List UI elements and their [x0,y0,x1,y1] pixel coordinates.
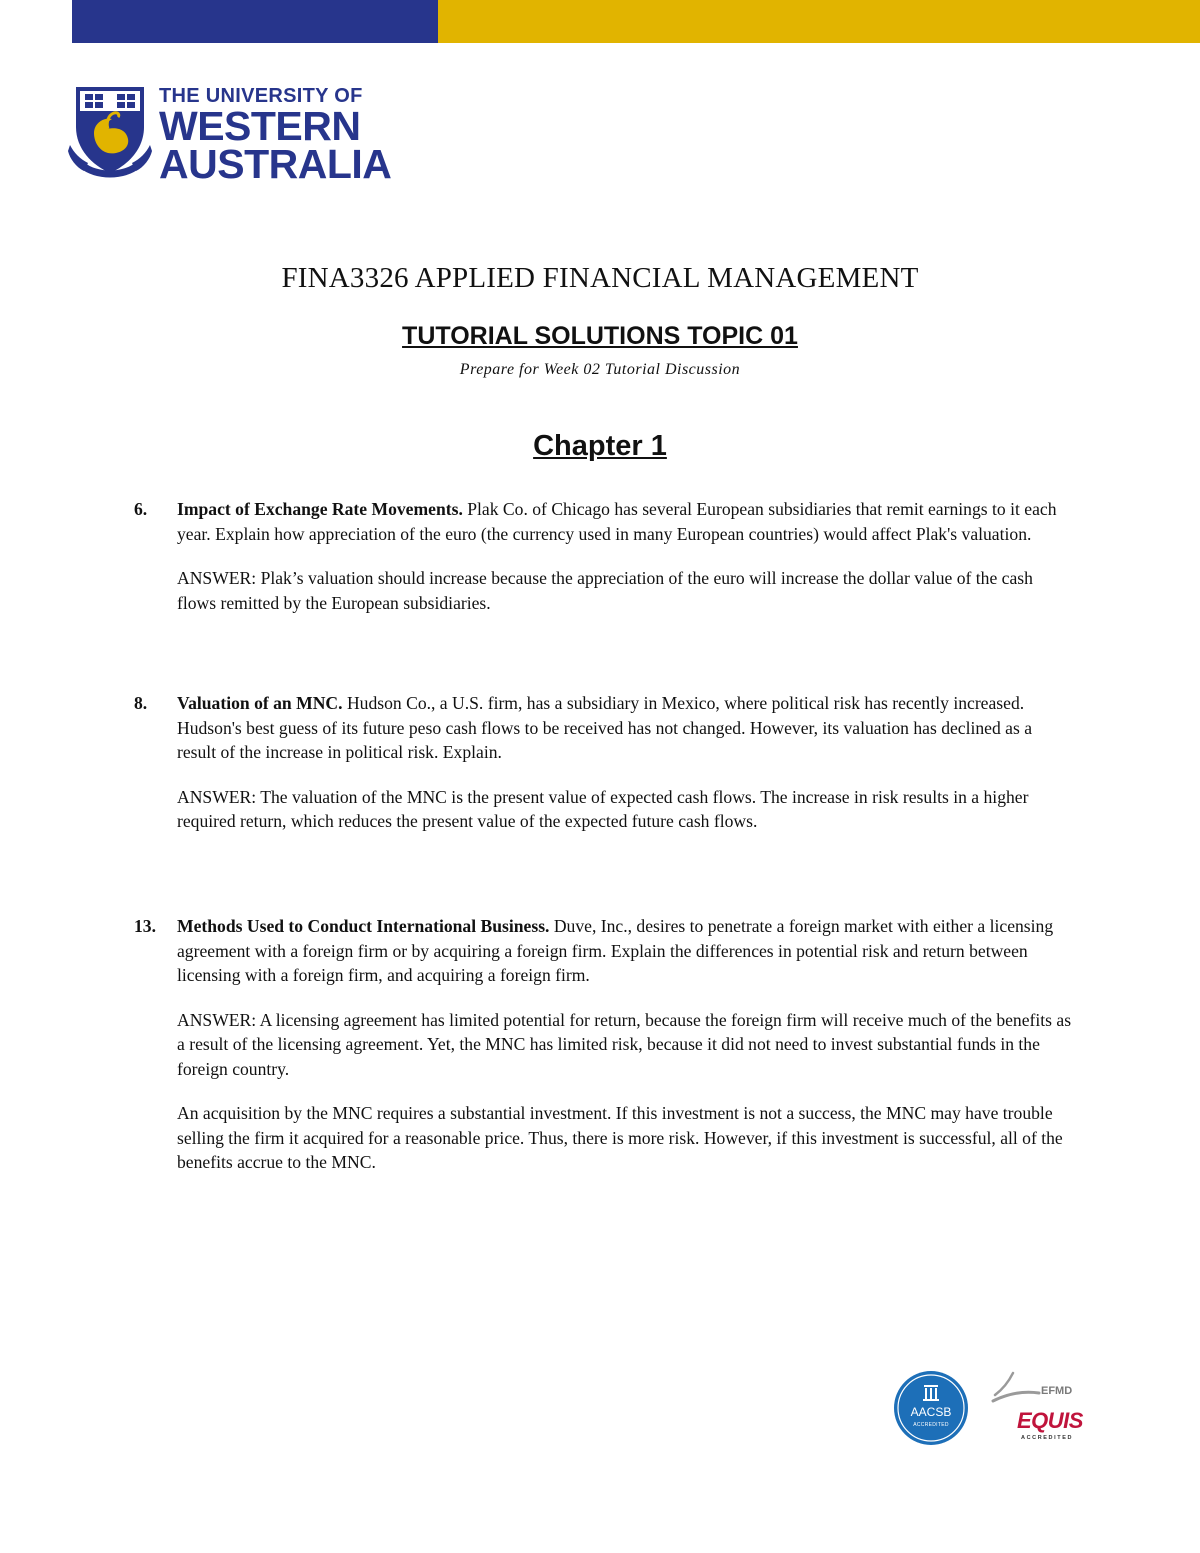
header-bar-blue [72,0,438,43]
course-title: FINA3326 APPLIED FINANCIAL MANAGEMENT [281,262,919,294]
question-heading: Methods Used to Conduct International Business. [177,916,550,936]
university-logo [68,83,392,187]
answer-paragraph: ANSWER: The valuation of the MNC is the present value of expected cash flows. The increase in risk results in a higher required return, which reduces the present value of the expected future cash flows. [177,786,1029,831]
answer-paragraph: ANSWER: A licensing agreement has limited potential for return, because the foreign firm will receive much of the benefits as a result of the licensing agreement. Yet, the MNC has limited risk, because it did not need to invest substantial funds in the foreign country. [177,1009,1072,1079]
tutorial-title: TUTORIAL SOLUTIONS TOPIC 01 [402,322,798,350]
equis-sublabel: ACCREDITED [1021,1435,1074,1441]
question-body: Plak Co. of Chicago has several European subsidiaries that remit earnings to it each year. Explain how appreciation of the euro (the currency used in many European countries) would affect Plak's valuation. [177,499,1057,544]
header-bar-gold [438,0,1200,43]
uwa-crest-icon [68,83,152,179]
efmd-label: EFMD [1041,1385,1073,1397]
question-text [177,497,1074,546]
answer-paragraph: ANSWER: Plak’s valuation should increase because the appreciation of the euro will increase the dollar value of the cash flows remitted by the European subsidiaries. [177,568,1033,613]
question-number: 13. [134,916,156,936]
aacsb-sublabel: ACCREDITED [913,1422,949,1428]
question-body: Duve, Inc., desires to penetrate a foreign market with either a licensing agreement with a foreign firm or by acquiring a foreign firm. Explain the differences in potential risk and return between licensing with a foreign firm, and acquiring a foreign firm. [177,916,1054,985]
aacsb-badge-icon [893,1370,969,1446]
question-body: Hudson Co., a U.S. firm, has a subsidiary in Mexico, where political risk has recently increased. Hudson's best guess of its future peso cash flows to be received has not changed. However, its valuation has declined as a result of the increase in political risk. Explain. [177,693,1033,762]
question-heading: Valuation of an MNC. [177,693,343,713]
equis-label: EQUIS [1017,1408,1083,1433]
logo-line-3: AUSTRALIA [159,141,392,187]
header-color-bar [72,0,1200,43]
university-wordmark [159,85,392,187]
answer-paragraph: An acquisition by the MNC requires a substantial investment. If this investment is not a success, the MNC may have trouble selling the firm it acquired for a reasonable price. Thus, there is more risk. However, if this investment is successful, all of the benefits accrue to the MNC. [177,1103,1063,1172]
question-8 [134,691,1074,854]
question-number: 8. [134,693,148,713]
accreditation-badges [893,1369,1093,1449]
question-6 [134,497,1074,635]
question-number: 6. [134,499,148,519]
question-heading: Impact of Exchange Rate Movements. [177,499,463,519]
logo-line-1: THE UNIVERSITY OF [159,85,363,107]
logo-line-2: WESTERN [159,103,361,149]
aacsb-label: AACSB [910,1405,952,1419]
chapter-heading: Chapter 1 [533,430,667,462]
question-13 [134,914,1074,1195]
question-text [177,914,1074,988]
question-text [177,691,1074,765]
tutorial-subtitle: Prepare for Week 02 Tutorial Discussion [459,361,741,378]
